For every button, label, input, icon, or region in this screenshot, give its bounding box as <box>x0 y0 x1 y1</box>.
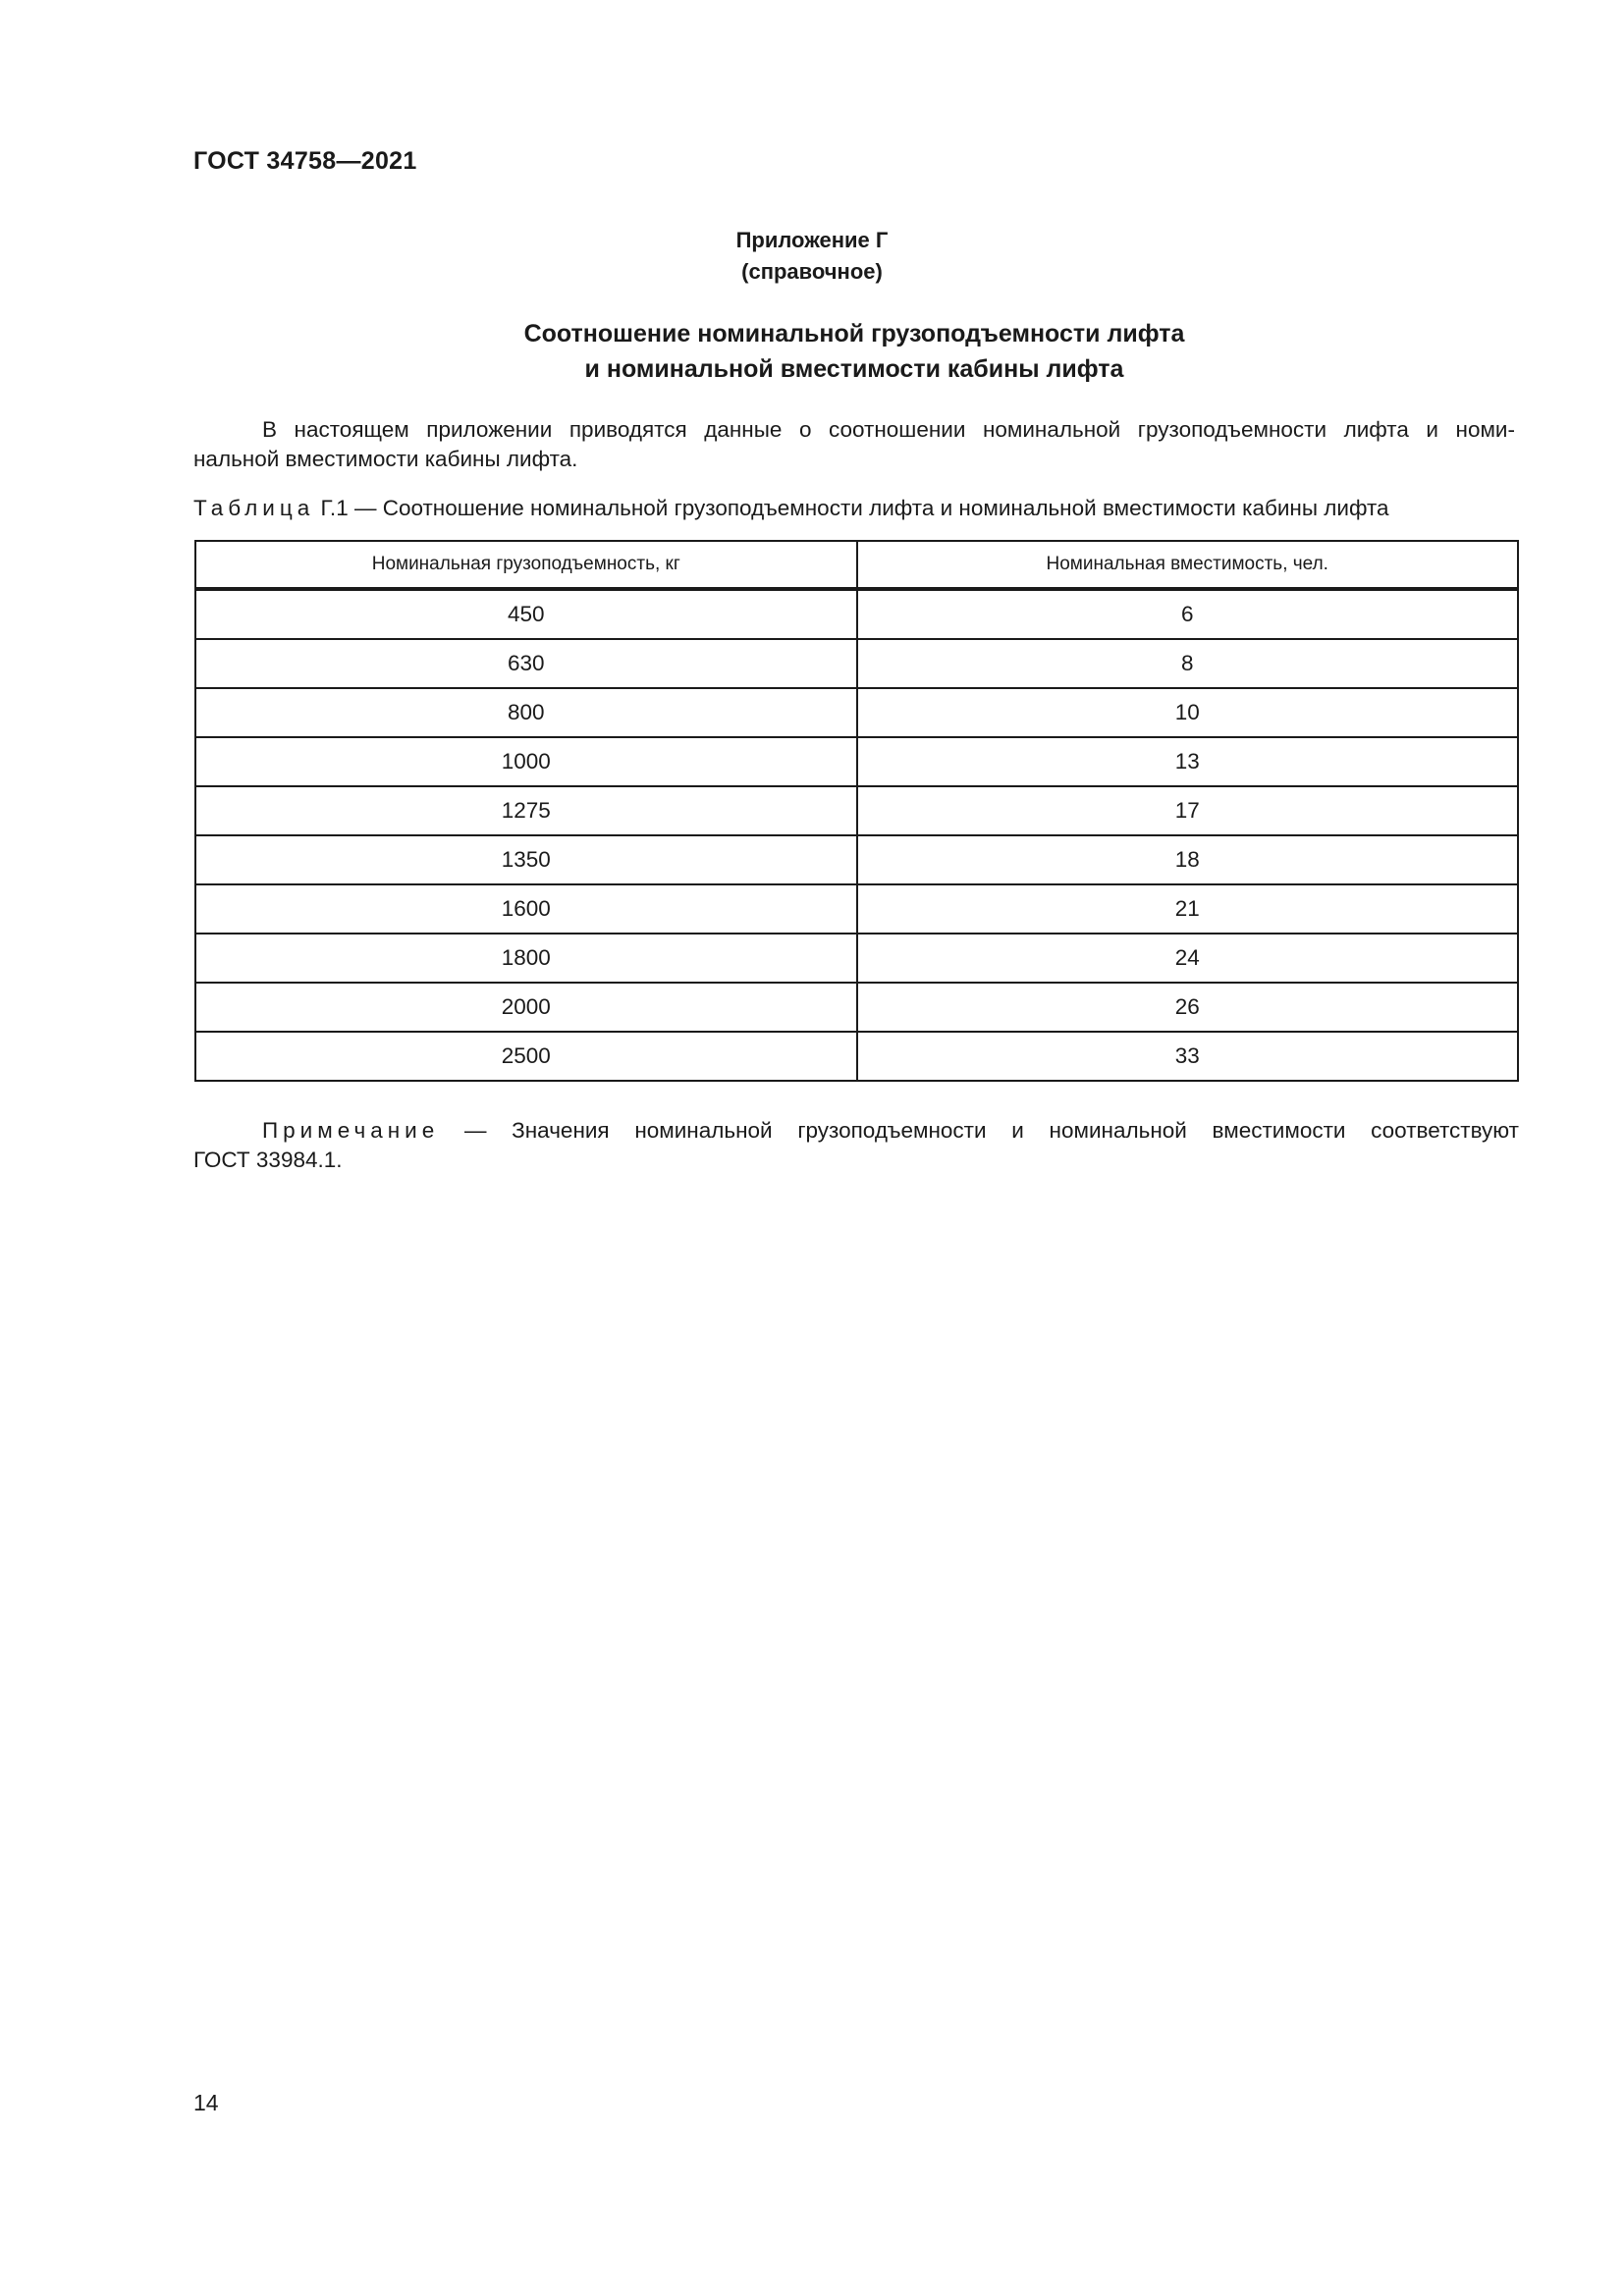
capacity-table <box>194 540 1519 1082</box>
load-cell: 1800 <box>195 934 857 983</box>
capacity-cell: 10 <box>857 688 1519 737</box>
load-cell: 1600 <box>195 884 857 934</box>
table-row <box>195 983 1518 1032</box>
capacity-cell: 8 <box>857 639 1519 688</box>
section-heading <box>0 316 1624 387</box>
table-row <box>195 835 1518 884</box>
table-row <box>195 737 1518 786</box>
table-row <box>195 884 1518 934</box>
load-cell: 1000 <box>195 737 857 786</box>
capacity-cell: 18 <box>857 835 1519 884</box>
document-standard-number: ГОСТ 34758—2021 <box>193 147 417 175</box>
note-line-2: ГОСТ 33984.1. <box>193 1148 343 1172</box>
capacity-cell: 6 <box>857 589 1519 639</box>
table-row <box>195 688 1518 737</box>
load-cell: 1350 <box>195 835 857 884</box>
appendix-status: (справочное) <box>741 259 883 284</box>
note-paragraph <box>193 1116 1519 1175</box>
table-caption <box>193 496 1521 521</box>
load-cell: 2000 <box>195 983 857 1032</box>
appendix-title: Приложение Г <box>735 228 889 252</box>
table-caption-label: Таблица <box>193 496 315 520</box>
column-header-capacity: Номинальная вместимость, чел. <box>857 541 1519 589</box>
load-cell: 1275 <box>195 786 857 835</box>
note-line-1 <box>193 1116 1519 1146</box>
table-header-row <box>195 541 1518 589</box>
table-row <box>195 639 1518 688</box>
intro-paragraph <box>193 415 1515 474</box>
capacity-cell: 21 <box>857 884 1519 934</box>
table-row <box>195 1032 1518 1081</box>
load-cell: 450 <box>195 589 857 639</box>
capacity-cell: 17 <box>857 786 1519 835</box>
intro-line-1: В настоящем приложении приводятся данные о соотношении номинальной грузоподъемности лифта и номи- <box>262 417 1515 442</box>
table-row <box>195 589 1518 639</box>
capacity-cell: 26 <box>857 983 1519 1032</box>
table-caption-text: Г.1 — Соотношение номинальной грузоподъемности лифта и номинальной вместимости кабины лифта <box>320 496 1389 520</box>
load-cell: 630 <box>195 639 857 688</box>
table-row <box>195 786 1518 835</box>
capacity-cell: 33 <box>857 1032 1519 1081</box>
load-cell: 2500 <box>195 1032 857 1081</box>
capacity-cell: 24 <box>857 934 1519 983</box>
table-row <box>195 934 1518 983</box>
page-number: 14 <box>193 2090 219 2115</box>
column-header-load: Номинальная грузоподъемность, кг <box>195 541 857 589</box>
load-cell: 800 <box>195 688 857 737</box>
intro-line-2: нальной вместимости кабины лифта. <box>193 447 578 471</box>
section-heading-line-1: Соотношение номинальной грузоподъемности лифта <box>523 320 1185 347</box>
note-text: — Значения номинальной грузоподъемности и номинальной вместимости соответствуют <box>463 1118 1519 1143</box>
appendix-block <box>0 225 1624 288</box>
section-heading-line-2: и номинальной вместимости кабины лифта <box>584 355 1124 383</box>
note-label: Примечание <box>262 1118 440 1143</box>
capacity-cell: 13 <box>857 737 1519 786</box>
